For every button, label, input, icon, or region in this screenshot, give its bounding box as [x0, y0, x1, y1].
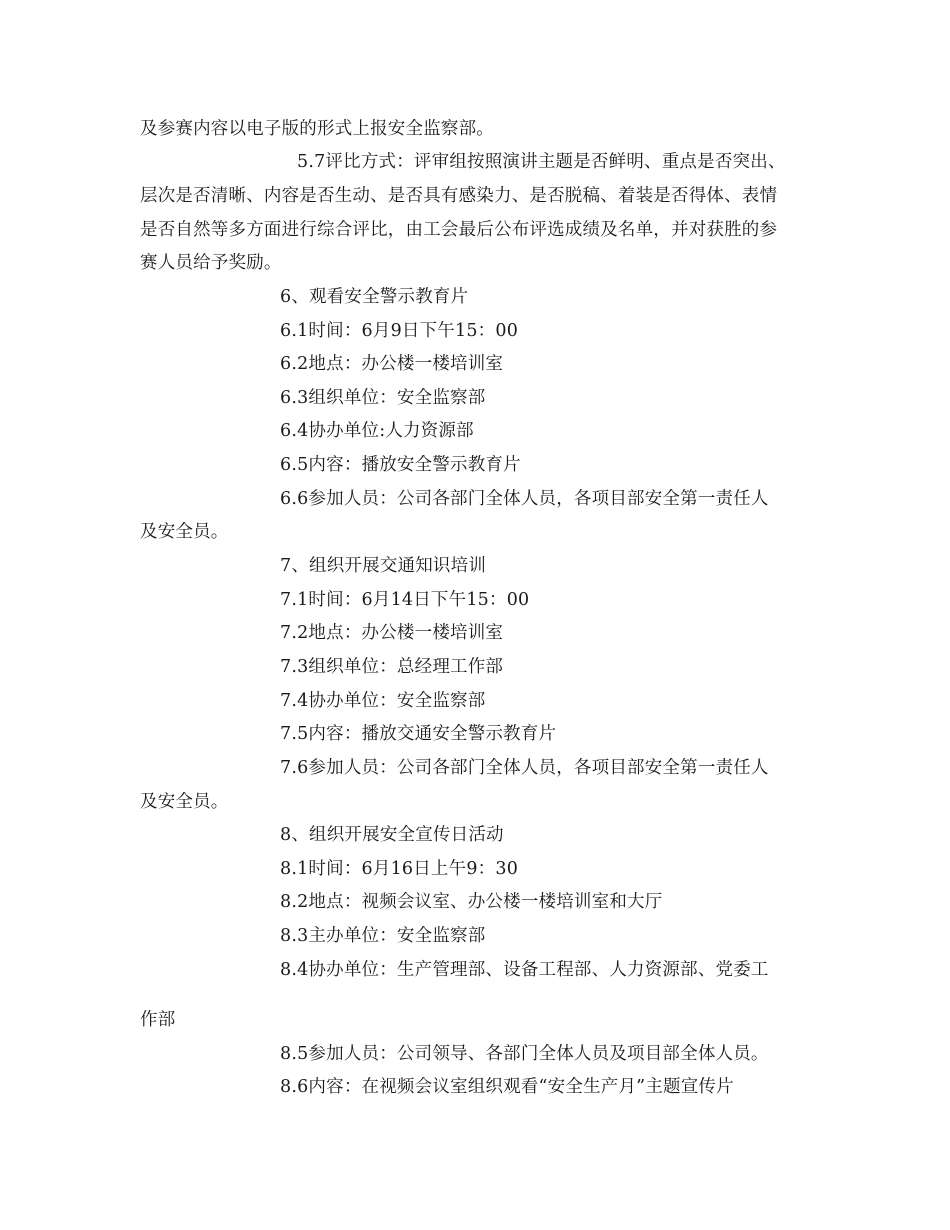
text-line: 6.2地点：办公楼一楼培训室 — [280, 354, 504, 374]
section-heading: 7、组织开展交通知识培训 — [280, 556, 487, 576]
text-line: 6.5内容：播放安全警示教育片 — [280, 455, 521, 475]
text-line: 7.2地点：办公楼一楼培训室 — [280, 623, 504, 643]
section-heading: 8、组织开展安全宣传日活动 — [280, 825, 504, 845]
text-line: 8.5参加人员：公司领导、各部门全体人员及项目部全体人员。 — [280, 1044, 769, 1064]
text-line: 及参赛内容以电子版的形式上报安全监察部。 — [140, 119, 494, 139]
text-line: 8.2地点：视频会议室、办公楼一楼培训室和大厅 — [280, 892, 663, 912]
text-line: 层次是否清晰、内容是否生动、是否具有感染力、是否脱稿、着装是否得体、表情 — [140, 186, 778, 206]
text-line: 8.1时间：6月16日上午9：30 — [280, 859, 519, 879]
text-line: 及安全员。 — [140, 522, 229, 542]
text-line: 是否自然等多方面进行综合评比，由工会最后公布评选成绩及名单，并对获胜的参 — [140, 220, 778, 240]
text-line: 7.6参加人员：公司各部门全体人员，各项目部安全第一责任人 — [280, 758, 769, 778]
text-line: 7.3组织单位：总经理工作部 — [280, 657, 504, 677]
text-line: 8.3主办单位：安全监察部 — [280, 926, 486, 946]
text-line: 6.3组织单位：安全监察部 — [280, 388, 486, 408]
text-line: 6.1时间：6月9日下午15：00 — [280, 321, 519, 341]
text-line: 6.6参加人员：公司各部门全体人员，各项目部安全第一责任人 — [280, 489, 769, 509]
text-line: 赛人员给予奖励。 — [140, 253, 282, 273]
text-line: 6.4协办单位:人力资源部 — [280, 421, 474, 441]
text-line: 7.4协办单位：安全监察部 — [280, 691, 486, 711]
text-line: 7.5内容：播放交通安全警示教育片 — [280, 724, 557, 744]
text-line: 8.4协办单位：生产管理部、设备工程部、人力资源部、党委工 — [280, 960, 769, 980]
text-line: 作部 — [140, 1010, 176, 1030]
text-line: 8.6内容：在视频会议室组织观看“安全生产月”主题宣传片 — [280, 1077, 734, 1097]
text-line: 及安全员。 — [140, 792, 229, 812]
text-line: 7.1时间：6月14日下午15：00 — [280, 590, 530, 610]
section-heading: 6、观看安全警示教育片 — [280, 287, 469, 307]
text-line: 5.7评比方式：评审组按照演讲主题是否鲜明、重点是否突出、 — [297, 152, 786, 172]
